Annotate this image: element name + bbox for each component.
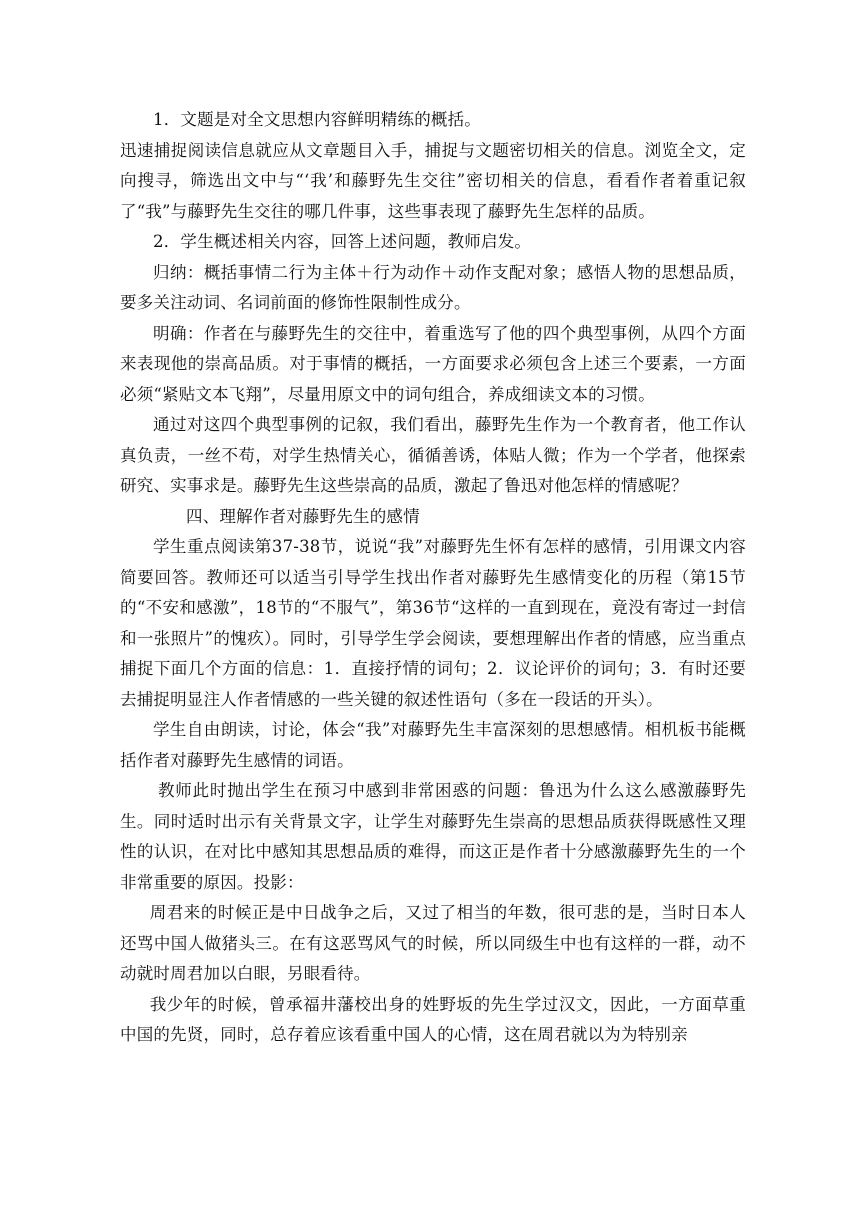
paragraph-free-reading: 学生自由朗读，讨论，体会“我”对藤野先生丰富深刻的思想感情。相机板书能概括作者对藤野先生感情的词语。 (120, 720, 746, 770)
section-heading: 四、理解作者对藤野先生的感情 (186, 506, 420, 526)
document-body (120, 105, 746, 1051)
paragraph-quote-1: 周君来的时候正是中日战争之后，又过了相当的年数，很可悲的是，当时日本人还骂中国人做猪头三。在有这恶骂风气的时候，所以同级生中也有这样的一群，动不动就时周君加以白眼，另眼看待。 (120, 903, 746, 983)
paragraph-reading-strategy: 迅速捕捉阅读信息就应从文章题目入手，捕捉与文题密切相关的信息。浏览全文，定向搜寻，筛选出文中与“‘我’和藤野先生交往”密切相关的信息，看看作者着重记叙了“我”与藤野先生交往的哪几件事，这些事表现了藤野先生怎样的品质。 (120, 140, 746, 221)
paragraph-teacher-question: 教师此时抛出学生在预习中感到非常困惑的问题：鲁迅为什么这么感激藤野先生。同时适时出示有关背景文字，让学生对藤野先生崇高的思想品质获得既感性又理性的认识，在对比中感知其思想品质的难得，而这正是作者十分感激藤野先生的一个非常重要的原因。投影： (120, 781, 746, 892)
paragraph-point-2: 2．学生概述相关内容，回答上述问题，教师启发。 (153, 232, 532, 251)
paragraph-point-1: 1．文题是对全文思想内容鲜明精练的概括。 (153, 110, 481, 129)
paragraph-clarification: 明确：作者在与藤野先生的交往中，着重选写了他的四个典型事例，从四个方面来表现他的崇高品质。对于事情的概括，一方面要求必须包含上述三个要素，一方面必须“紧贴文本飞翔”，尽量用原文中的词句组合，养成细读文本的习惯。 (120, 323, 746, 404)
paragraph-examples: 通过对这四个典型事例的记叙，我们看出，藤野先生作为一个教育者，他工作认真负责，一丝不苟，对学生热情关心，循循善诱，体贴人微；作为一个学者，他探索研究、实事求是。藤野先生这些崇高的品质，激起了鲁迅对他怎样的情感呢？ (120, 415, 746, 495)
paragraph-key-reading: 学生重点阅读第37-38节，说说“我”对藤野先生怀有怎样的感情，引用课文内容简要回答。教师还可以适当引导学生找出作者对藤野先生感情变化的历程（第15节的“不安和感激”，18节的“不服气”，第36节“这样的一直到现在，竟没有寄过一封信和一张照片”的愧疚）。同时，引导学生学会阅读，要想理解出作者的情感，应当重点捕捉下面几个方面的信息：1．直接抒情的词句；2．议论评价的词句；3．有时还要去捕捉明显注人作者情感的一些关键的叙述性语句（多在一段话的开头）。 (120, 537, 746, 709)
paragraph-quote-2: 我少年的时候，曾承福井藩校出身的姓野坂的先生学过汉文，因此，一方面草重中国的先贤，同时，总存着应该看重中国人的心情，这在周君就以为为特别亲 (120, 994, 746, 1044)
paragraph-summary: 归纳：概括事情二行为主体＋行为动作＋动作支配对象；感悟人物的思想品质，要多关注动词、名词前面的修饰性限制性成分。 (120, 262, 746, 312)
